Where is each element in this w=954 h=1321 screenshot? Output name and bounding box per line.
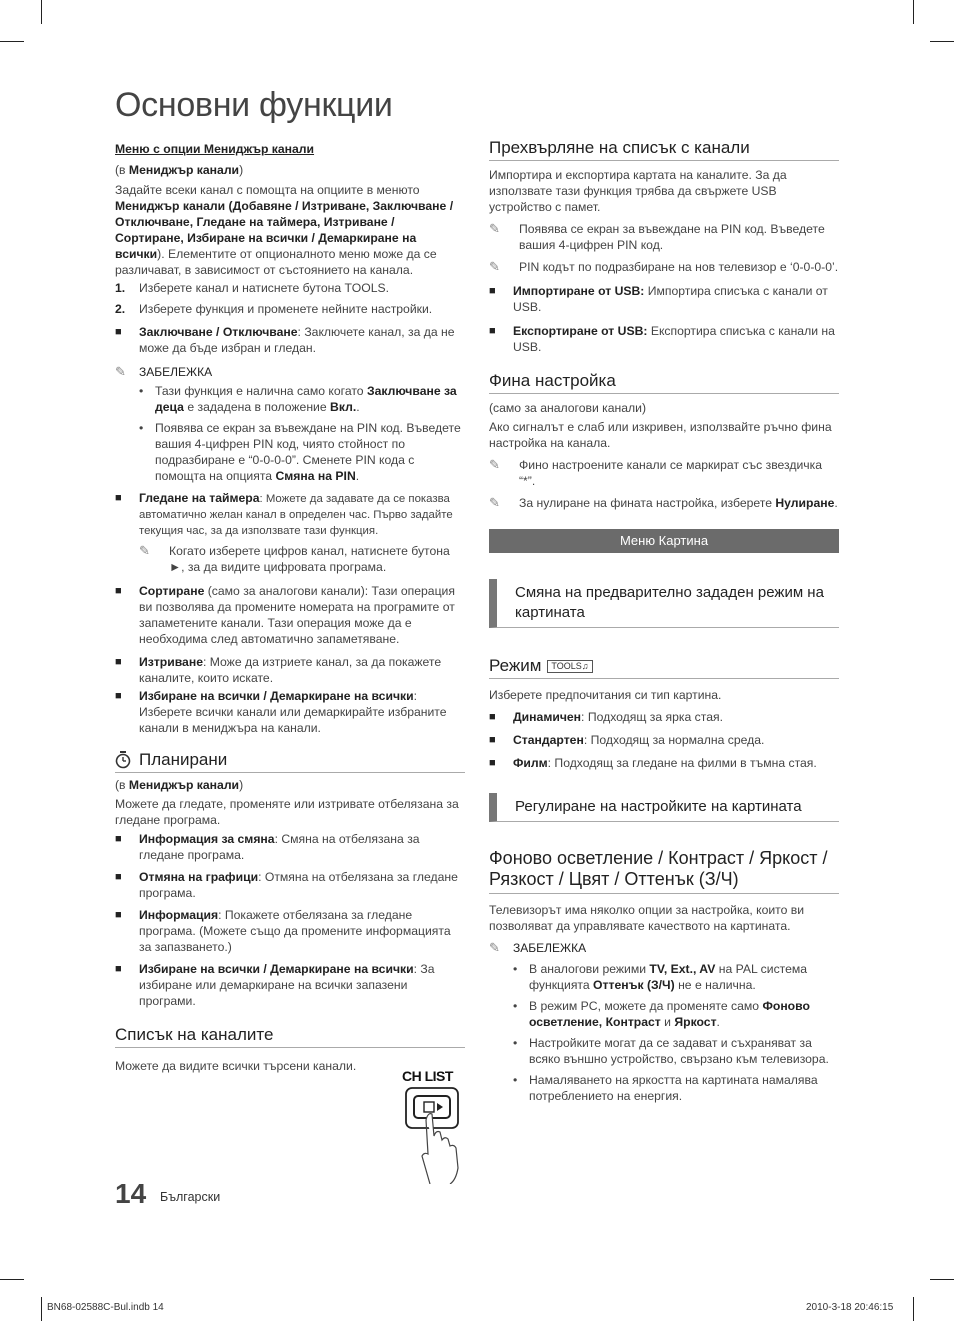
pencil-icon: ✎ <box>489 259 500 274</box>
square-bullet-icon: ■ <box>115 656 122 668</box>
list-item: ■ Експортиране от USB: Експортира списъка с канали на USB. <box>489 324 835 354</box>
square-bullet-icon: ■ <box>489 757 496 769</box>
pencil-icon: ✎ <box>139 543 150 558</box>
pencil-icon: ✎ <box>489 940 500 955</box>
note-item: • Намаляването на яркостта на картината намалява потреблението на енергия. <box>513 1073 818 1103</box>
crop-mark <box>0 41 24 42</box>
list-item: ■ Импортиране от USB: Импортира списъка с канали от USB. <box>489 284 828 314</box>
crop-mark <box>41 0 42 24</box>
menu-location: (в Мениджър канали) <box>115 163 244 177</box>
ch-list-label: CH LIST <box>402 1068 453 1084</box>
square-bullet-icon: ■ <box>115 963 122 975</box>
square-bullet-icon: ■ <box>115 585 122 597</box>
hand-pressing-button-icon <box>400 1084 470 1184</box>
list-item: ■ Сортиране (само за аналогови канали): Тази операция ви позволява да промените номерата на програмите от запаметените канали. Тази операция може да е необходима след автоматично запаметяване. <box>115 584 455 646</box>
intro-text: Задайте всеки канал с помощта на опциите в менюто Мениджър канали (Добавяне / Изтриване, Заключване / Отключване, Гледане на таймера, Изтриване / Сортиране, Избиране на всички / Демаркиране на всички). Елементите от опционалното меню може да се различават, в зависимост от състоянието на канала. <box>115 183 454 277</box>
step-item: 2. Изберете функция и променете нейните настройки. <box>115 302 433 316</box>
mode-text: Изберете предпочитания си тип картина. <box>489 688 722 702</box>
list-item: ■ Динамичен: Подходящ за ярка стая. <box>489 710 723 724</box>
page-title: Основни функции <box>115 86 393 124</box>
note-item: ✎ Появява се екран за въвеждане на PIN код. Въведете вашия 4-цифрен PIN код. <box>489 221 825 252</box>
pencil-icon: ✎ <box>489 495 500 510</box>
note-item: • Появява се екран за въвеждане на PIN код. Въведете вашия 4-цифрен PIN код, чиято стойност по подразбиране е “0-0-0-0”. Сменете PIN кода с помощта на опцията Смяна на PIN. <box>139 421 461 483</box>
page-language: Български <box>160 1190 221 1204</box>
list-item: ■ Избиране на всички / Демаркиране на всички: За избиране или демаркиране на всички запазени програми. <box>115 962 435 1008</box>
crop-mark <box>41 1297 42 1321</box>
square-bullet-icon: ■ <box>489 325 496 337</box>
fine-tune-sub: (само за аналогови канали) <box>489 401 647 415</box>
section-heading-transfer: Прехвърляне на списък с канали <box>489 138 839 161</box>
right-column <box>489 138 839 1104</box>
left-column <box>115 138 465 1188</box>
backlight-text: Телевизорът има няколко опции за настройка, които ви позволяват да управлявате качеството на картината. <box>489 903 805 933</box>
section-heading-mode: Режим TOOLS♫ <box>489 656 839 679</box>
step-item: 1. Изберете канал и натиснете бутона TOOLS. <box>115 281 390 295</box>
square-bullet-icon: ■ <box>489 285 496 297</box>
list-item: ■ Избиране на всички / Демаркиране на всички: Изберете всички канали или демаркирайте избраните канали в мениджъра на канали. <box>115 689 447 735</box>
list-item: ■ Заключване / Отключване: Заключете канал, за да не може да бъде избран и гледан. <box>115 325 455 355</box>
pencil-icon: ✎ <box>489 221 500 236</box>
crop-mark <box>930 41 954 42</box>
fine-tune-text: Ако сигналът е слаб или изкривен, използвайте ръчно фина настройка на канала. <box>489 420 832 450</box>
note-item: • Настройките могат да се задават и съхраняват за всяко външно устройство, свързано към телевизора. <box>513 1036 829 1066</box>
square-bullet-icon: ■ <box>489 711 496 723</box>
square-bullet-icon: ■ <box>115 690 122 702</box>
tools-badge: TOOLS♫ <box>547 660 592 673</box>
list-item: ■ Гледане на таймера: Можете да задавате да се показва автоматично желан канал в определен час. Първо задайте текущия час, за да използвате тази функция. <box>115 491 453 537</box>
note-item: ✎ PIN кодът по подразбиране на нов телевизор е ‘0-0-0-0’. <box>489 259 839 274</box>
note-item: • В режим PC, можете да променяте само Фоново осветление, Контраст и Яркост. <box>513 999 810 1029</box>
square-bullet-icon: ■ <box>115 871 122 883</box>
note-item: ✎ Когато изберете цифров канал, натиснете бутона ►, за да видите цифровата програма. <box>139 543 450 574</box>
menu-location: (в Мениджър канали) <box>115 778 244 792</box>
ch-list-remote-illustration <box>400 1068 470 1189</box>
note-item: • В аналогови режими TV, Ext., AV на PAL система функцията Оттенък (З/Ч) не е налична. <box>513 962 808 992</box>
note-header: ✎ ЗАБЕЛЕЖКА <box>489 940 587 955</box>
list-item: ■ Стандартен: Подходящ за нормална среда. <box>489 733 765 747</box>
crop-mark <box>930 1279 954 1280</box>
note-item: • Тази функция е налична само когато Заключване за деца е зададена в положение Вкл.. <box>139 384 457 414</box>
scheduled-intro: Можете да гледате, променяте или изтривате отбелязана за гледане програма. <box>115 797 459 827</box>
section-heading-fine-tune: Фина настройка <box>489 371 839 394</box>
menu-link: Меню с опции Мениджър канали <box>115 142 315 156</box>
section-heading-scheduled: Планирани <box>115 750 465 773</box>
square-bullet-icon: ■ <box>115 909 122 921</box>
page-number: 14 <box>115 1178 147 1209</box>
list-item: ■ Отмяна на графици: Отмяна на отбелязана за гледане програма. <box>115 870 458 900</box>
crop-mark <box>0 1279 24 1280</box>
subsection-box-preset-mode: Смяна на предварително зададен режим на картината <box>489 579 839 628</box>
pencil-icon: ✎ <box>115 364 126 379</box>
square-bullet-icon: ■ <box>115 326 122 338</box>
note-item: ✎ За нулиране на фината настройка, изберете Нулиране. <box>489 495 838 510</box>
list-item: ■ Информация за смяна: Смяна на отбелязана за гледане програма. <box>115 832 420 862</box>
square-bullet-icon: ■ <box>115 492 122 504</box>
footer-file: BN68-02588C-Bul.indb 14 <box>47 1302 164 1313</box>
footer-date: 2010-3-18 20:46:15 <box>806 1302 894 1313</box>
channel-list-text: Можете да видите всички търсени канали. <box>115 1059 357 1073</box>
note-item: ✎ Фино настроените канали се маркират със звездичка “*”. <box>489 457 823 488</box>
section-heading-backlight: Фоново осветление / Контраст / Яркост / Рязкост / Цвят / Оттенък (З/Ч) <box>489 848 839 894</box>
crop-mark <box>913 0 914 24</box>
clock-icon <box>115 751 131 769</box>
list-item: ■ Изтриване: Може да изтриете канал, за да покажете каналите, които искате. <box>115 655 442 685</box>
crop-mark <box>913 1297 914 1321</box>
square-bullet-icon: ■ <box>115 833 122 845</box>
square-bullet-icon: ■ <box>489 734 496 746</box>
transfer-text: Импортира и експортира картата на каналите. За да използвате тази функция трябва да свържете USB устройство с памет. <box>489 168 787 214</box>
section-heading-channel-list: Списък на каналите <box>115 1025 465 1048</box>
subsection-box-picture-settings: Регулиране на настройките на картината <box>489 793 839 822</box>
note-header: ✎ ЗАБЕЛЕЖКА <box>115 364 213 379</box>
list-item: ■ Информация: Покажете отбелязана за гледане програма. (Можете също да промените информацията за запазването.) <box>115 908 451 954</box>
list-item: ■ Филм: Подходящ за гледане на филми в тъмна стая. <box>489 756 817 770</box>
menu-bar-picture: Меню Картина <box>489 529 839 553</box>
pencil-icon: ✎ <box>489 457 500 472</box>
